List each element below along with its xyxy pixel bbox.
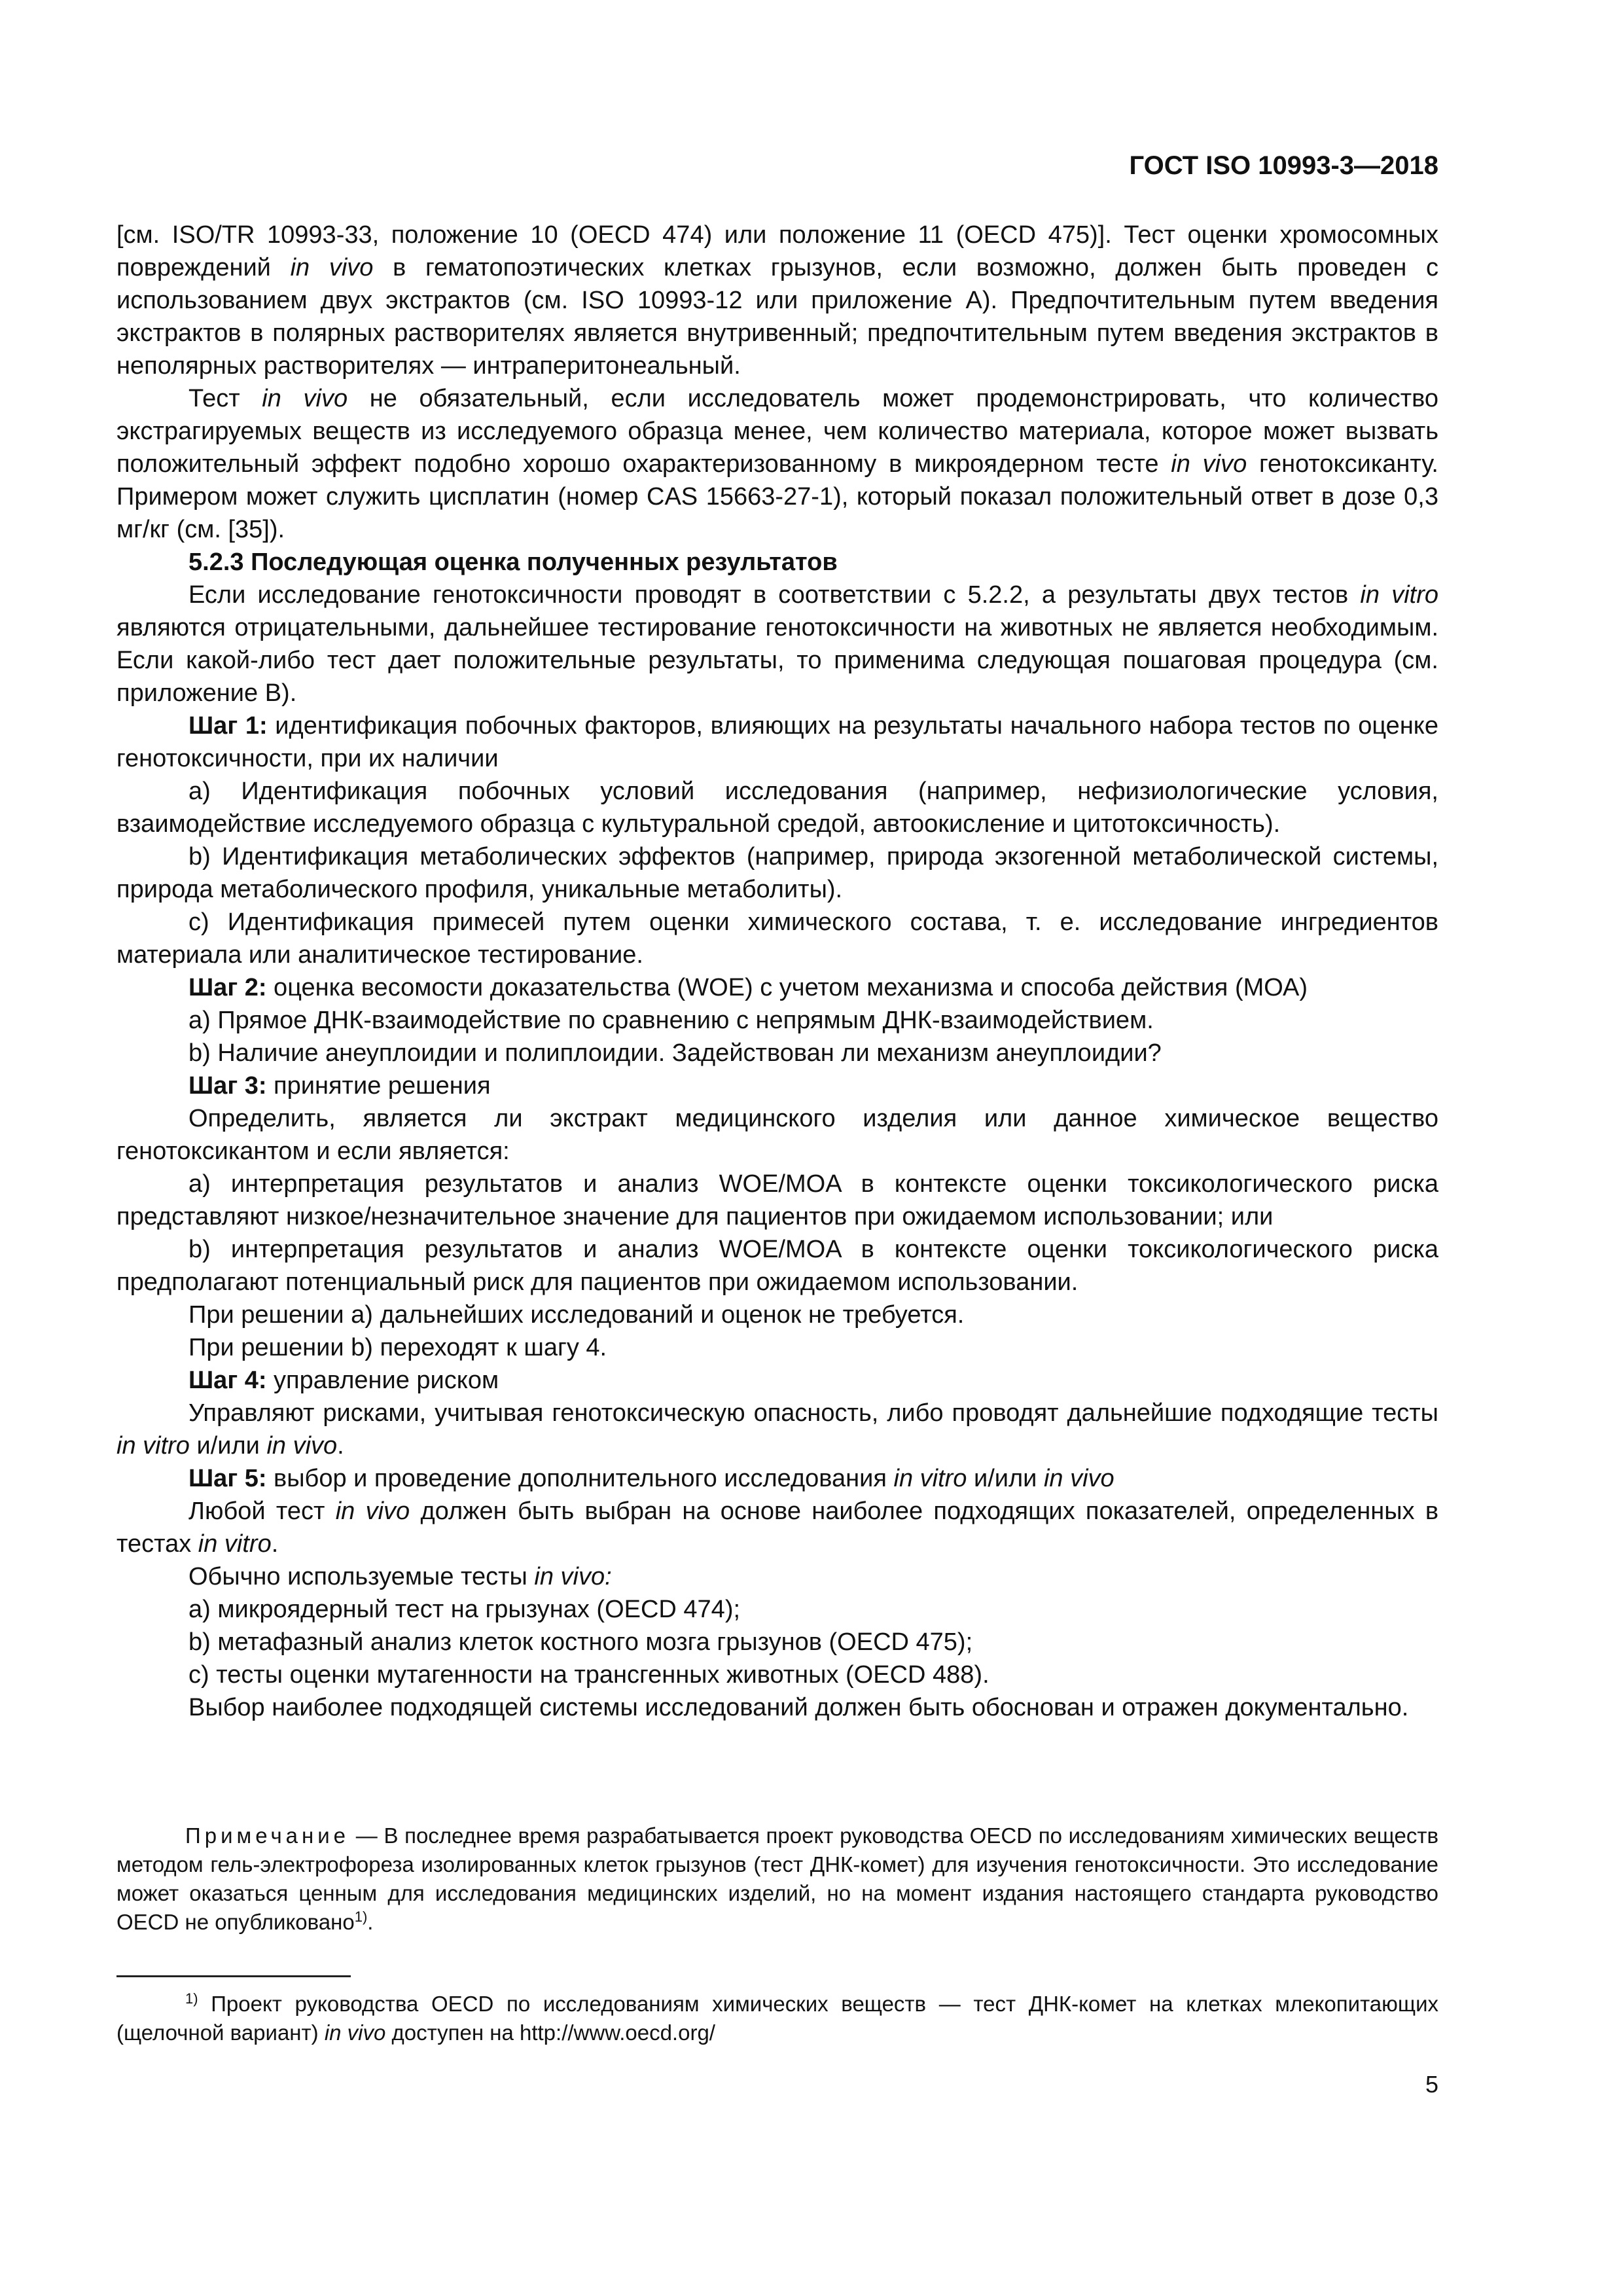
step-2: [116, 971, 1438, 1004]
step-5-item-c: [116, 1659, 1438, 1691]
italic-run: in vivo: [324, 2020, 386, 2045]
step-5-text: [116, 1495, 1438, 1560]
bold-run: Шаг 4:: [188, 1367, 267, 1394]
text-run: Любой тест: [188, 1498, 336, 1525]
italic-run: in vivo:: [534, 1563, 612, 1590]
paragraph-3: [116, 579, 1438, 709]
text-run: a) микроядерный тест на грызунах (OECD 474);: [188, 1596, 741, 1623]
text-run: принятие решения: [266, 1072, 491, 1100]
text-run: .: [337, 1432, 344, 1460]
text-run: не обязательный, если исследователь может продемонстрировать, что количество экстрагируемых веществ из исследуемого образца менее, чем количество материала, которое может вызвать положительный эффект подобно хорошо охарактеризованному в микроядерном тесте: [116, 385, 1438, 478]
text-run: а) интерпретация результатов и анализ WOE/MOA в контексте оценки токсикологического риска представляют низкое/незначительное значение для пациентов при ожидаемом использовании; или: [116, 1170, 1438, 1230]
step-1-item-a: [116, 775, 1438, 840]
text-run: Определить, является ли экстракт медицинского изделия или данное химическое вещество генотоксикантом и если является:: [116, 1105, 1438, 1165]
document-header: ГОСТ ISO 10993-3—2018: [1129, 151, 1438, 180]
text-run: Если исследование генотоксичности проводят в соответствии с 5.2.2, а результаты двух тестов: [188, 581, 1361, 609]
section-heading: 5.2.3 Последующая оценка полученных результатов: [188, 548, 838, 576]
step-4: [116, 1364, 1438, 1397]
step-1-item-b: [116, 840, 1438, 906]
step-2-item-b: [116, 1037, 1438, 1069]
note: [116, 1821, 1438, 1937]
paragraph-1: [116, 219, 1438, 382]
text-run: .: [271, 1530, 279, 1558]
italic-run: in vitro: [198, 1530, 272, 1558]
footnote-mark: 1): [185, 1990, 198, 2007]
note-text: — В последнее время разрабатывается проект руководства OECD по исследованиям химических веществ методом гель-электрофореза изолированных клеток грызунов (тест ДНК-комет) для изучения генотоксичности. Это исследование может оказаться ценным для исследования медицинских изделий, но на момент издания настоящего стандарта руководство OECD не опубликовано: [116, 1823, 1438, 1934]
text-run: управление риском: [266, 1367, 499, 1394]
step-4-text: [116, 1397, 1438, 1462]
bold-run: Шаг 1:: [188, 712, 268, 740]
italic-run: in vivo: [290, 254, 374, 281]
step-5-final: [116, 1691, 1438, 1724]
step-3-item-a: [116, 1168, 1438, 1233]
step-3-decision-b: [116, 1331, 1438, 1364]
text-run: b) метафазный анализ клеток костного мозга грызунов (OECD 475);: [188, 1628, 973, 1656]
page-number: 5: [1425, 2071, 1438, 2098]
text-run: При решении а) дальнейших исследований и оценок не требуется.: [188, 1301, 965, 1329]
note-end: .: [367, 1910, 374, 1934]
step-1-item-c: [116, 906, 1438, 971]
footnote-text: [116, 1992, 1438, 2045]
text-run: c) тесты оценки мутагенности на трансгенных животных (OECD 488).: [188, 1661, 990, 1689]
footnote-divider: [116, 1975, 351, 1977]
text-run: b) интерпретация результатов и анализ WOE/MOA в контексте оценки токсикологического риска предполагают потенциальный риск для пациентов при ожидаемом использовании.: [116, 1236, 1438, 1296]
text-run: Выбор наиболее подходящей системы исследований должен быть обоснован и отражен документально.: [188, 1694, 1409, 1721]
bold-run: Шаг 2:: [188, 974, 267, 1001]
step-5-item-b: [116, 1626, 1438, 1659]
step-2-item-a: [116, 1004, 1438, 1037]
paragraph-2: [116, 382, 1438, 546]
text-run: доступен на http://www.oecd.org/: [385, 2020, 715, 2045]
text-run: и/или: [189, 1432, 267, 1460]
step-5-item-a: [116, 1593, 1438, 1626]
text-run: в гематопоэтических клетках грызунов, если возможно, должен быть проведен с использованием двух экстрактов (см. ISO 10993-12 или приложение А). Предпочтительным путем введения экстрактов в полярных растворителях является внутривенный; предпочтительным путем введения экстрактов в неполярных растворителях — интраперитонеальный.: [116, 254, 1438, 380]
step-5: [116, 1462, 1438, 1495]
italic-run: in vitro: [1360, 581, 1438, 609]
text-run: Тест: [188, 385, 262, 412]
bold-run: Шаг 5:: [188, 1465, 267, 1492]
text-run: Управляют рисками, учитывая генотоксическую опасность, либо проводят дальнейшие подходящие тесты: [188, 1399, 1438, 1427]
italic-run: in vivo: [262, 385, 348, 412]
text-run: генотоксиканту. Примером может служить цисплатин (номер CAS 15663-27-1), который показал положительный ответ в дозе 0,3 мг/кг (см. [35]).: [116, 450, 1438, 543]
step-3-intro: [116, 1102, 1438, 1168]
text-run: должен быть выбран на основе наиболее подходящих показателей, определенных в тестах: [116, 1498, 1439, 1558]
text-run: выбор и проведение дополнительного исследования: [266, 1465, 894, 1492]
step-3-item-b: [116, 1233, 1438, 1299]
text-run: a) Идентификация побочных условий исследования (например, нефизиологические условия, взаимодействие исследуемого образца с культуральной средой, автоокисление и цитотоксичность).: [116, 778, 1438, 838]
italic-run: in vivo: [266, 1432, 338, 1460]
italic-run: in vitro: [116, 1432, 190, 1460]
italic-run: in vivo: [1043, 1465, 1115, 1492]
italic-run: in vitro: [893, 1465, 967, 1492]
note-footnote-ref[interactable]: 1): [354, 1909, 368, 1925]
note-label: Примечание: [185, 1823, 350, 1848]
step-5-usual: [116, 1560, 1438, 1593]
text-run: идентификация побочных факторов, влияющих на результаты начального набора тестов по оценке генотоксичности, при их наличии: [116, 712, 1438, 772]
text-run: оценка весомости доказательства (WOE) с учетом механизма и способа действия (МОА): [266, 974, 1308, 1001]
footnote: [116, 1990, 1438, 2047]
text-run: При решении b) переходят к шагу 4.: [188, 1334, 607, 1361]
italic-run: in vivo: [335, 1498, 410, 1525]
text-run: b) Идентификация метаболических эффектов (например, природа экзогенной метаболической системы, природа метаболического профиля, уникальные метаболиты).: [116, 843, 1438, 903]
bold-run: Шаг 3:: [188, 1072, 267, 1100]
document-body: [116, 219, 1438, 1724]
text-run: и/или: [967, 1465, 1044, 1492]
step-3-decision-a: [116, 1299, 1438, 1331]
text-run: являются отрицательными, дальнейшее тестирование генотоксичности на животных не является необходимым. Если какой-либо тест дает положительные результаты, то применима следующая пошаговая процедура (см. приложение В).: [116, 614, 1438, 707]
text-run: a) Прямое ДНК-взаимодействие по сравнению с непрямым ДНК-взаимодействием.: [188, 1007, 1154, 1034]
text-run: Обычно используемые тесты: [188, 1563, 535, 1590]
text-run: Проект руководства OECD по исследованиям химических веществ — тест ДНК-комет на клетках млекопитающих (щелочной вариант): [116, 1992, 1438, 2045]
italic-run: in vivo: [1171, 450, 1247, 478]
step-3: [116, 1069, 1438, 1102]
text-run: c) Идентификация примесей путем оценки химического состава, т. е. исследование ингредиентов материала или аналитическое тестирование.: [116, 908, 1438, 969]
step-1: [116, 709, 1438, 775]
text-run: b) Наличие анеуплоидии и полиплоидии. Задействован ли механизм анеуплоидии?: [188, 1039, 1162, 1067]
text-run: [см. ISO/TR 10993-33, положение 10 (OECD 474) или положение 11 (OECD 475)]. Тест оценки хромосомных повреждений: [116, 221, 1438, 281]
